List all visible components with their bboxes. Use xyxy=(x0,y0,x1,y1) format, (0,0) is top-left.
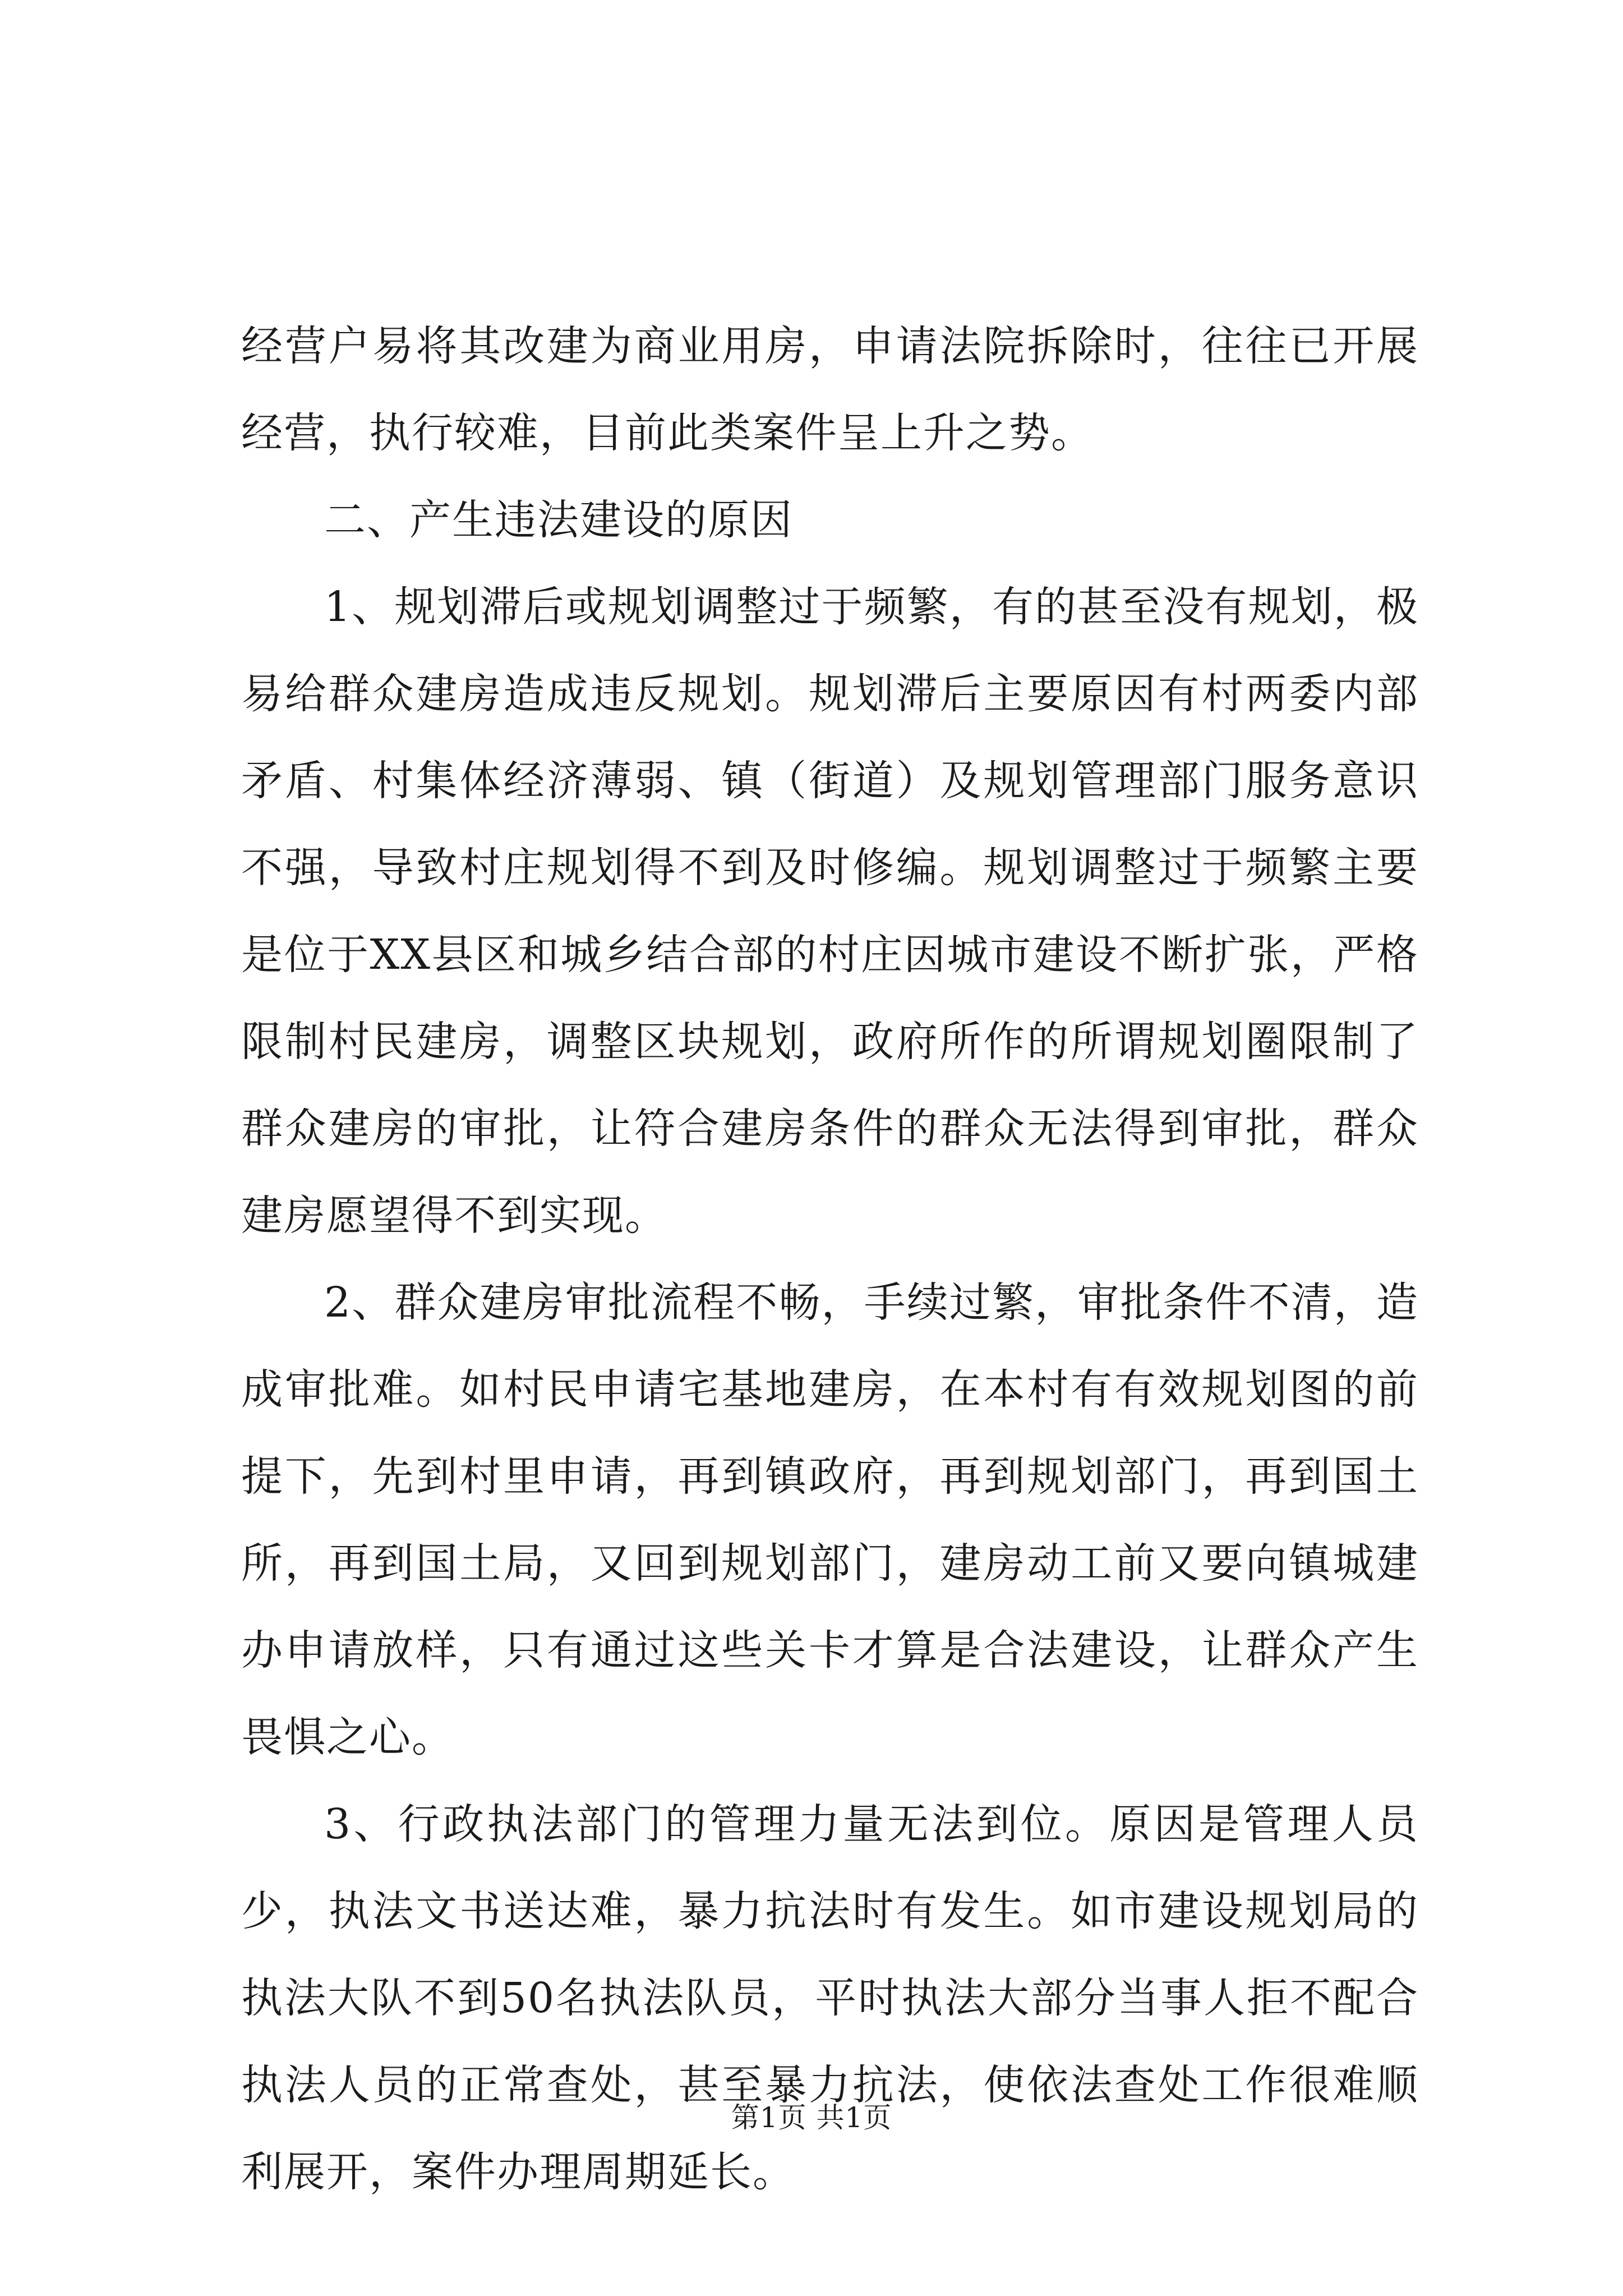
section-heading: 二、产生违法建设的原因 xyxy=(324,496,793,544)
document-body xyxy=(241,303,1419,2216)
paragraph-item-1: 1、规划滞后或规划调整过于频繁，有的甚至没有规划，极易给群众建房造成违反规划。规划滞后主要原因有村两委内部矛盾、村集体经济薄弱、镇（街道）及规划管理部门服务意识不强，导致村庄规划得不到及时修编。规划调整过于频繁主要是位于XX县区和城乡结合部的村庄因城市建设不断扩张，严格限制村民建房，调整区块规划，政府所作的所谓规划圈限制了群众建房的审批，让符合建房条件的群众无法得到审批，群众建房愿望得不到实现。 xyxy=(241,583,1419,1240)
paragraph-item-3: 3、行政执法部门的管理力量无法到位。原因是管理人员少，执法文书送达难，暴力抗法时有发生。如市建设规划局的执法大队不到50名执法队员，平时执法大部分当事人拒不配合执法人员的正常查处，甚至暴力抗法，使依法查处工作很难顺利展开，案件办理周期延长。 xyxy=(241,1800,1419,2196)
page-footer: 第1页 共1页 xyxy=(731,2101,892,2134)
paragraph-continuation: 经营户易将其改建为商业用房，申请法院拆除时，往往已开展经营，执行较难，目前此类案件呈上升之势。 xyxy=(241,322,1419,457)
paragraph-item-2: 2、群众建房审批流程不畅，手续过繁，审批条件不清，造成审批难。如村民申请宅基地建房，在本村有有效规划图的前提下，先到村里申请，再到镇政府，再到规划部门，再到国土所，再到国土局，又回到规划部门，建房动工前又要向镇城建办申请放样，只有通过这些关卡才算是合法建设，让群众产生畏惧之心。 xyxy=(241,1278,1419,1761)
